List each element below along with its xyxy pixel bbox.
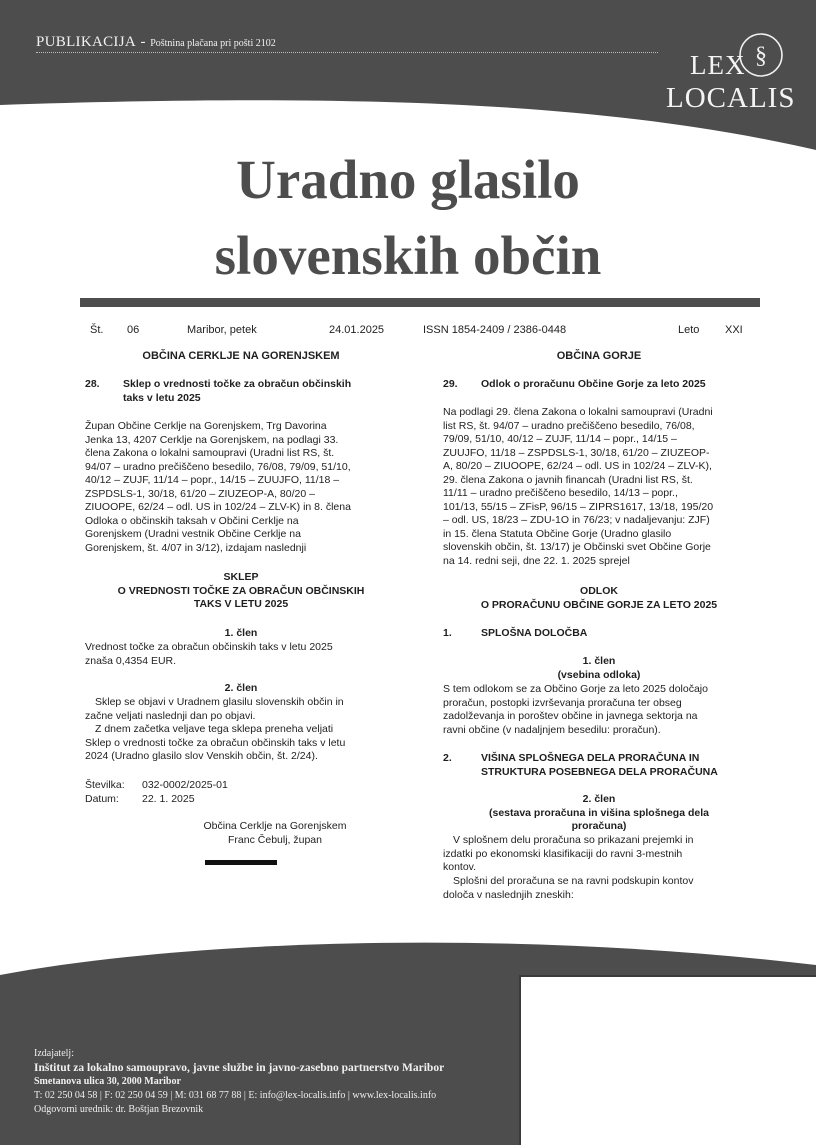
title-rule <box>80 298 760 307</box>
left-intro: Župan Občine Cerklje na Gorenjskem, Trg Davorina Jenka 13, 4207 Cerklje na Gorenjskem, na podlagi 33. člena Zakona o lokalni samoupravi (Uradni list RS, št. 94/07 – uradno prečiščeno besedilo, 76/08, 79/09, 51/10, 40/12 – ZUJF, 11/14 – popr., 14/15 – ZUUJFO, 11/18 – ZSPDSLS-1, 30/18, 61/20 – ZIUZEOP-A, 80/20 – ZIUOOPE, 62/24 – odl. US in 102/24 – ZLV-K) in 8. člena Odloka o občinskih taksah v Občini Cerklje na Gorenjskem (Uradni vestnik Občine Cerklje na Gorenjskem, št. 4/07 in 3/12), izdajam naslednji <box>85 420 351 554</box>
publisher-contacts: T: 02 250 04 58 | F: 02 250 04 59 | M: 031 68 77 88 | E: info@lex-localis.info | www.lex-localis.info <box>34 1090 437 1101</box>
left-datum-value: 22. 1. 2025 <box>142 793 195 805</box>
page-title <box>120 142 696 294</box>
year-label: Leto <box>678 324 700 336</box>
publisher-name: Inštitut za lokalno samoupravo, javne službe in javno-zasebno partnerstvo Maribor <box>34 1062 445 1074</box>
issue-number: 06 <box>127 324 140 336</box>
right-municipality: OBČINA GORJE <box>556 350 642 362</box>
left-municipality: OBČINA CERKLJE NA GORENJSKEM <box>142 350 340 362</box>
left-clen2-heading: 2. člen <box>224 682 258 694</box>
right-sec2-number: 2. <box>443 752 452 764</box>
right-sec2-title: VIŠINA SPLOŠNEGA DELA PRORAČUNA IN STRUKTURA POSEBNEGA DELA PRORAČUNA <box>481 752 718 778</box>
logo-lex: LEX <box>690 50 746 80</box>
left-clen1-text: Vrednost točke za obračun občinskih taks v letu 2025 znaša 0,4354 EUR. <box>85 641 333 667</box>
issue-number-label: Št. <box>90 324 104 336</box>
issn: ISSN 1854-2409 / 2386-0448 <box>423 324 567 336</box>
publikacija-dash: - <box>140 34 146 50</box>
right-clen2-p1: V splošnem delu proračuna so prikazani prejemki in izdatki po ekonomski klasifikaciji do ravni 3-mestnih kontov. <box>443 834 694 873</box>
right-sec1-title: SPLOŠNA DOLOČBA <box>481 627 588 639</box>
right-clen2-p2: Splošni del proračuna se na ravni podskupin kontov določa v naslednjih zneskih: <box>443 875 694 901</box>
footer-white-box <box>519 975 816 1145</box>
right-doc-number: 29. <box>443 378 458 390</box>
left-clen1-heading: 1. člen <box>224 627 258 639</box>
issue-date: 24.01.2025 <box>329 324 385 336</box>
publisher-address: Smetanova ulica 30, 2000 Maribor <box>34 1076 181 1087</box>
right-sec1-number: 1. <box>443 627 452 639</box>
publisher-label: Izdajatelj: <box>34 1048 74 1059</box>
right-intro: Na podlagi 29. člena Zakona o lokalni samoupravi (Uradni list RS, št. 94/07 – uradno prečiščeno besedilo, 76/08, 79/09, 51/10, 40/12 – ZUJF, 11/14 – popr., 14/15 – ZUUJFO, 11/18 – ZSPDSLS-1, 30/18, 61/20 – ZIUZEOP- A, 80/20 – ZIUOOPE, 62/24 – odl. US in 102/24 – ZLV-K), 29. člena Zakona o javnih financah (Uradni list RS, št. 11/11 – uradno prečiščeno besedilo, 14/13 – popr., 101/13, 55/15 – ZFisP, 96/15 – ZIPRS1617, 13/18, 195/20 – odl. US, 18/23 – ZDU-1O in 76/23; v nadaljevanju: ZJF) in 15. člena Statuta Občine Gorje (Uradno glasilo slovenskih občin, št. 13/17) je Občinski svet Občine Gorje na 14. redni seji, dne 22. 1. 2025 sprejel <box>443 406 714 567</box>
left-clen2-p1: Sklep se objavi v Uradnem glasilu slovenskih občin in začne veljati naslednji dan po objavi. <box>85 696 344 722</box>
right-clen1-text: S tem odlokom se za Občino Gorje za leto 2025 določajo proračun, postopki izvrševanja proračuna ter obseg zadolževanja in poroštev občine in javnega sektorja na ravni občine (v nadaljnjem besedilu: proračun). <box>443 683 708 736</box>
end-of-document-bar <box>205 860 277 865</box>
year-value: XXI <box>725 324 743 336</box>
right-clen1-heading: 1. člen (vsebina odloka) <box>557 655 641 681</box>
title-line-1: Uradno glasilo <box>236 149 580 210</box>
left-doc-number: 28. <box>85 378 100 390</box>
publisher-info <box>34 1047 444 1117</box>
left-stevilka-label: Številka: <box>85 779 125 791</box>
editor: Odgovorni urednik: dr. Boštjan Brezovnik <box>34 1104 204 1115</box>
right-clen2-heading: 2. člen (sestava proračuna in višina splošnega dela proračuna) <box>488 793 709 832</box>
title-line-2: slovenskih občin <box>214 225 602 286</box>
publication-line <box>36 33 276 51</box>
logo-localis: LOCALIS <box>666 82 796 114</box>
left-clen2-p2: Z dnem začetka veljave tega sklepa preneha veljati Sklep o vrednosti točke za obračun občinskih taks v letu 2024 (Uradno glasilo slov Venskih občin, št. 2/24). <box>85 723 346 762</box>
left-datum-label: Datum: <box>85 793 119 805</box>
svg-text:§: § <box>755 43 767 69</box>
header-dotted-rule <box>36 52 658 53</box>
right-doc-title: Odlok o proračunu Občine Gorje za leto 2025 <box>481 378 706 390</box>
left-doc-title: Sklep o vrednosti točke za obračun občinskih taks v letu 2025 <box>123 378 352 404</box>
left-stevilka-value: 032-0002/2025-01 <box>142 779 228 791</box>
postnina-label: Poštnina plačana pri pošti 2102 <box>150 38 276 49</box>
left-sklep-heading: SKLEP O VREDNOSTI TOČKE ZA OBRAČUN OBČINSKIH TAKS V LETU 2025 <box>117 571 365 610</box>
publikacija-label: PUBLIKACIJA <box>36 34 136 50</box>
right-odlok-heading: ODLOK O PRORAČUNU OBČINE GORJE ZA LETO 2025 <box>480 585 718 611</box>
place-day: Maribor, petek <box>187 324 257 336</box>
left-signature: Občina Cerklje na Gorenjskem Franc Čebulj, župan <box>203 820 347 846</box>
